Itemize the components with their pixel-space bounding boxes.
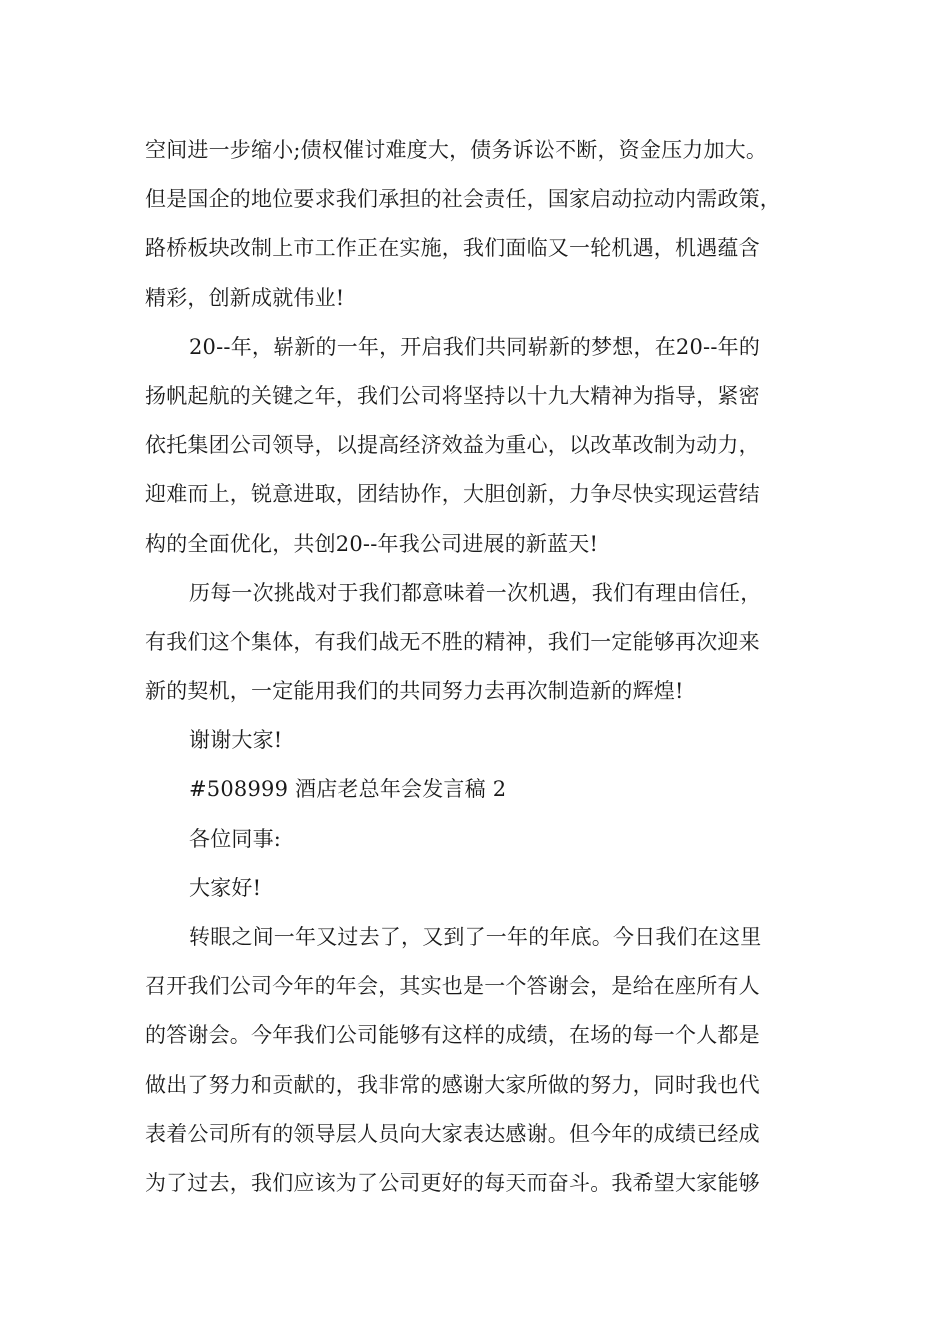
text-line: 路桥板块改制上市工作正在实施，我们面临又一轮机遇，机遇蕴含 <box>145 236 760 261</box>
greeting: 大家好! <box>189 875 262 900</box>
text-line: 依托集团公司领导，以提高经济效益为重心，以改革改制为动力， <box>145 433 760 458</box>
closing-line: 谢谢大家! <box>189 728 283 753</box>
text-line: 20--年，崭新的一年，开启我们共同崭新的梦想，在20--年的 <box>189 334 761 359</box>
text-line: 空间进一步缩小;债权催讨难度大，债务诉讼不断，资金压力加大。 <box>145 138 768 162</box>
text-line: 历每一次挑战对于我们都意味着一次机遇，我们有理由信任， <box>189 580 762 605</box>
text-line: 迎难而上，锐意进取，团结协作，大胆创新，力争尽快实现运营结 <box>145 482 760 507</box>
text-line: 召开我们公司今年的年会，其实也是一个答谢会，是给在座所有人 <box>145 974 760 999</box>
text-line: 精彩，创新成就伟业! <box>145 285 345 310</box>
salutation: 各位同事: <box>189 826 282 851</box>
text-line: 但是国企的地位要求我们承担的社会责任，国家启动拉动内需政策， <box>145 187 781 212</box>
document-body <box>145 126 825 1208</box>
text-line: 构的全面优化，共创20--年我公司进展的新蓝天! <box>145 531 599 556</box>
text-line: 有我们这个集体，有我们战无不胜的精神，我们一定能够再次迎来 <box>145 629 760 654</box>
text-line: 转眼之间一年又过去了，又到了一年的年底。今日我们在这里 <box>189 925 762 949</box>
text-line: 为了过去，我们应该为了公司更好的每天而奋斗。我希望大家能够 <box>145 1170 760 1195</box>
section-title: #508999 酒店老总年会发言稿 2 <box>189 777 507 802</box>
text-line: 新的契机，一定能用我们的共同努力去再次制造新的辉煌! <box>145 679 684 704</box>
text-line: 做出了努力和贡献的，我非常的感谢大家所做的努力，同时我也代 <box>145 1072 760 1097</box>
text-line: 的答谢会。今年我们公司能够有这样的成绩，在场的每一个人都是 <box>145 1023 760 1048</box>
text-line: 扬帆起航的关键之年，我们公司将坚持以十九大精神为指导，紧密 <box>145 383 760 408</box>
text-line: 表着公司所有的领导层人员向大家表达感谢。但今年的成绩已经成 <box>145 1121 760 1146</box>
